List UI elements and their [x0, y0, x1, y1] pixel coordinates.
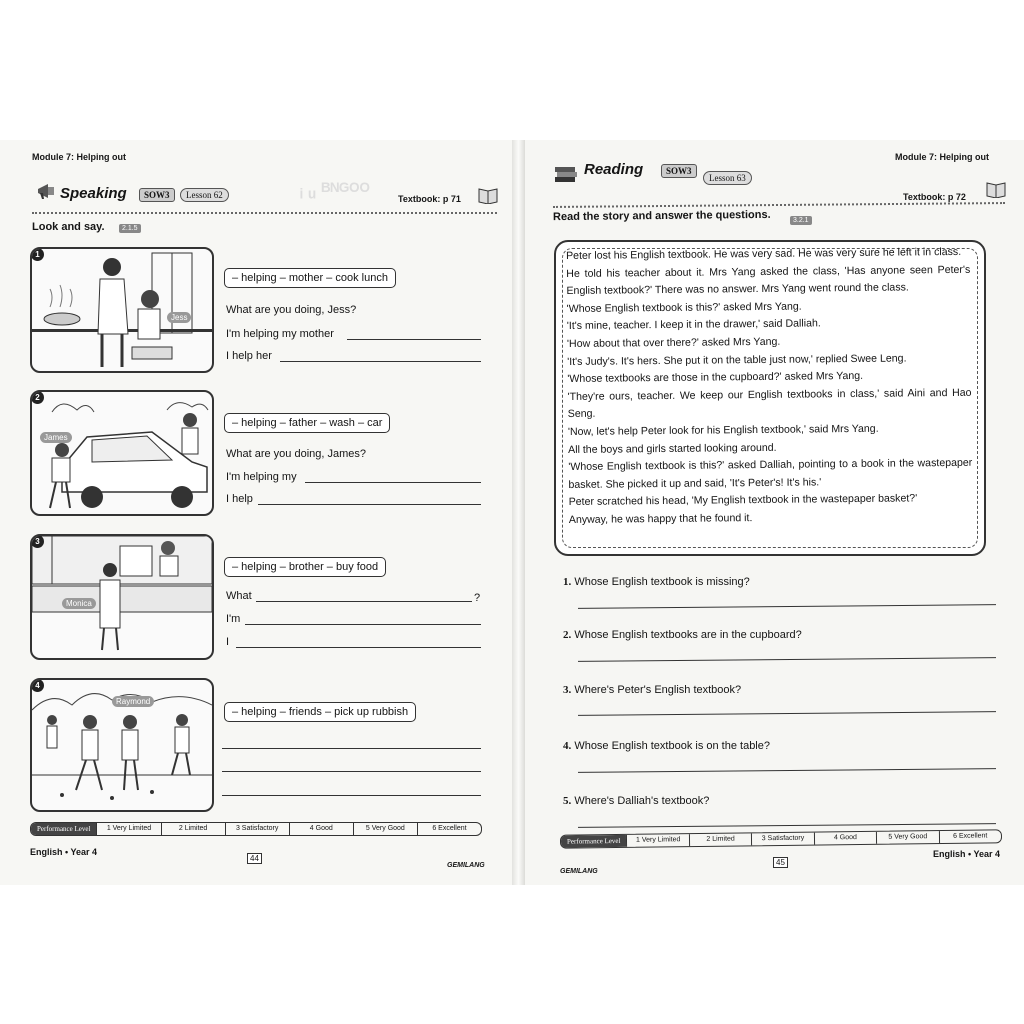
- level-6[interactable]: 6 Excellent: [938, 830, 1001, 843]
- book-icon: [986, 180, 1006, 198]
- left-page-number: 44: [247, 853, 262, 864]
- answer-line[interactable]: [222, 795, 481, 796]
- answer-line[interactable]: [245, 624, 481, 625]
- performance-level-bar: [30, 822, 482, 836]
- level-2[interactable]: 2 Limited: [689, 833, 752, 846]
- question-mark: ?: [474, 592, 481, 604]
- header-divider: [32, 212, 497, 214]
- story-paragraph: 'How about that over there?' asked Mrs Yang.: [566, 335, 781, 350]
- line-1-1: What are you doing, Jess?: [226, 304, 357, 316]
- question-2: [563, 629, 802, 641]
- book-icon: [478, 186, 498, 204]
- line-3-3: I: [226, 636, 230, 648]
- picture-picking-rubbish: [30, 678, 214, 812]
- line-1-3: I help her: [226, 350, 272, 362]
- answer-line[interactable]: [222, 748, 481, 749]
- question-number: 3.: [563, 684, 572, 696]
- picture-buying-food: [30, 534, 214, 660]
- story-paragraph: Peter lost his English textbook. He was very sad. He was very sure he left it in class.: [566, 245, 962, 262]
- question-number: 2.: [563, 629, 572, 641]
- speaking-title: Speaking: [60, 185, 127, 202]
- sow-badge: SOW3: [139, 188, 175, 202]
- question-3: [563, 684, 741, 696]
- line-2-2: I'm helping my: [226, 471, 297, 483]
- cue-card-3: – helping – brother – buy food: [224, 557, 386, 577]
- question-5: [563, 795, 709, 807]
- story-paragraph: 'They're ours, teacher. We keep our English textbooks in class,' said Aini and Hao Seng.: [567, 386, 972, 421]
- level-5[interactable]: 5 Very Good: [876, 831, 939, 844]
- bleed-through: ᵢ ᵤ ᴮᴺᴳᴼᴼ: [300, 180, 370, 202]
- question-text: Where's Dalliah's textbook?: [574, 795, 710, 807]
- answer-line[interactable]: [305, 482, 481, 483]
- story-text: [566, 244, 973, 530]
- story-paragraph: Anyway, he was happy that he found it.: [568, 511, 753, 526]
- story-paragraph: He told his teacher about it. Mrs Yang asked the class, 'Has anyone seen Peter's English textbook?' There was no answer. Mrs Yang went round the class.: [566, 263, 971, 298]
- instruction-code: 2.1.5: [119, 224, 141, 233]
- answer-line[interactable]: [256, 601, 472, 602]
- level-5[interactable]: 5 Very Good: [353, 823, 417, 835]
- answer-line[interactable]: [280, 361, 481, 362]
- look-and-say-instruction: Look and say.: [32, 221, 105, 233]
- cue-card-4: – helping – friends – pick up rubbish: [224, 702, 416, 722]
- task-number: 3: [31, 535, 44, 548]
- level-1[interactable]: 1 Very Limited: [626, 834, 689, 847]
- right-footer: English • Year 4: [933, 849, 1001, 859]
- name-tag-raymond: Raymond: [112, 696, 154, 707]
- story-box: [554, 240, 986, 556]
- question-text: Whose English textbook is missing?: [574, 576, 750, 588]
- textbook-ref: Textbook: p 72: [903, 192, 966, 202]
- publisher-logo: GEMILANG: [560, 868, 598, 875]
- task-number: 4: [31, 679, 44, 692]
- name-tag-james: James: [40, 432, 72, 443]
- megaphone-icon: [36, 180, 58, 202]
- textbook-ref: Textbook: p 71: [398, 194, 461, 204]
- level-3[interactable]: 3 Satisfactory: [225, 823, 289, 835]
- name-tag-monica: Monica: [62, 598, 96, 609]
- level-1[interactable]: 1 Very Limited: [96, 823, 160, 835]
- question-text: Where's Peter's English textbook?: [574, 684, 742, 696]
- story-paragraph: 'Whose English textbook is this?' asked Mrs Yang.: [566, 300, 802, 315]
- question-number: 4.: [563, 740, 572, 752]
- question-1: [563, 576, 750, 588]
- right-module-title: Module 7: Helping out: [895, 152, 989, 162]
- picture-cooking: [30, 247, 214, 373]
- line-2-3: I help: [226, 493, 253, 505]
- line-2-1: What are you doing, James?: [226, 448, 367, 460]
- question-text: Whose English textbook is on the table?: [574, 740, 770, 752]
- answer-line[interactable]: [236, 647, 481, 648]
- answer-line[interactable]: [222, 771, 481, 772]
- level-4[interactable]: 4 Good: [289, 823, 353, 835]
- question-number: 1.: [563, 576, 572, 588]
- picture-washing-car: [30, 390, 214, 516]
- instruction-code: 3.2.1: [790, 216, 812, 225]
- cue-card-2: – helping – father – wash – car: [224, 413, 390, 433]
- book-gutter: [512, 140, 525, 885]
- left-module-title: Module 7: Helping out: [32, 152, 126, 162]
- answer-line[interactable]: [258, 504, 481, 505]
- reading-title: Reading: [584, 161, 644, 178]
- left-footer: English • Year 4: [30, 847, 98, 857]
- read-story-instruction: Read the story and answer the questions.: [552, 208, 771, 224]
- story-paragraph: 'It's mine, teacher. I keep it in the drawer,' said Dalliah.: [566, 317, 821, 333]
- question-4: [563, 740, 770, 752]
- performance-label: Performance Level: [561, 835, 627, 848]
- right-page-number: 45: [773, 857, 788, 868]
- level-2[interactable]: 2 Limited: [161, 823, 225, 835]
- performance-label: Performance Level: [31, 823, 96, 835]
- level-4[interactable]: 4 Good: [814, 832, 877, 845]
- story-paragraph: 'Now, let's help Peter look for his English textbook,' said Mrs Yang.: [567, 422, 879, 438]
- line-3-1: What: [226, 590, 252, 602]
- answer-line[interactable]: [347, 339, 481, 340]
- line-3-2: I'm: [226, 613, 241, 625]
- publisher-logo: GEMILANG: [447, 862, 485, 869]
- cue-card-1: – helping – mother – cook lunch: [224, 268, 396, 288]
- task-number: 1: [31, 248, 44, 261]
- lesson-badge: Lesson 62: [180, 188, 229, 202]
- level-6[interactable]: 6 Excellent: [417, 823, 481, 835]
- reading-book-icon: [553, 163, 579, 185]
- level-3[interactable]: 3 Satisfactory: [751, 833, 814, 846]
- story-paragraph: Peter scratched his head, 'My English textbook in the wastepaper basket?': [568, 492, 918, 509]
- name-tag-jess: Jess: [167, 312, 191, 323]
- story-paragraph: 'It's Judy's. It's hers. She put it on the table just now,' replied Swee Leng.: [567, 352, 907, 368]
- story-paragraph: All the boys and girls started looking around.: [568, 441, 777, 456]
- question-text: Whose English textbooks are in the cupboard?: [574, 629, 802, 641]
- lesson-badge: Lesson 63: [703, 171, 752, 185]
- story-paragraph: 'Whose English textbook is this?' asked Dalliah, pointing to a book in the wastepaper basket. She picked it up and said, 'It's Peter's! It's his.': [568, 456, 973, 491]
- line-1-2: I'm helping my mother: [226, 328, 334, 340]
- question-number: 5.: [563, 795, 572, 807]
- task-number: 2: [31, 391, 44, 404]
- sow-badge: SOW3: [661, 164, 697, 178]
- story-paragraph: 'Whose textbooks are those in the cupboard?' asked Mrs Yang.: [567, 370, 864, 386]
